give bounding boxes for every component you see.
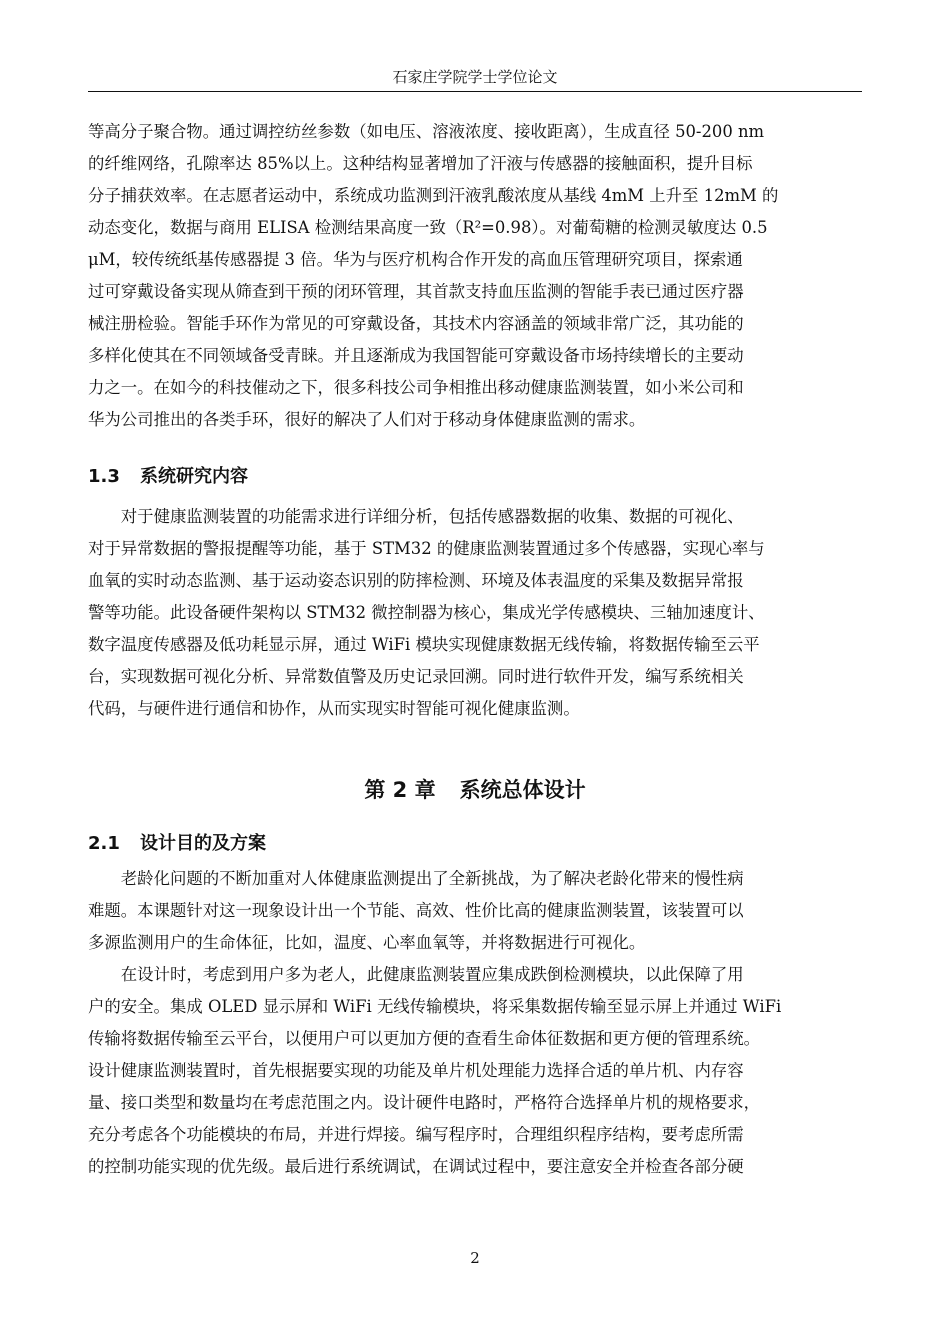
text-line: 过可穿戴设备实现从筛查到干预的闭环管理，其首款支持血压监测的智能手表已通过医疗器: [88, 282, 744, 301]
text-line: 动态变化，数据与商用 ELISA 检测结果高度一致（R²=0.98）。对葡萄糖的检测灵敏度达 0.5: [88, 218, 768, 237]
text-line: 多样化使其在不同领域备受青睐。并且逐渐成为我国智能可穿戴设备市场持续增长的主要动: [88, 346, 744, 365]
intro-paragraph: [88, 116, 862, 436]
section-heading-2-1: [88, 829, 862, 859]
text-line: 充分考虑各个功能模块的布局，并进行焊接。编写程序时，合理组织程序结构，要考虑所需: [88, 1125, 744, 1144]
running-header: 石家庄学院学士学位论文: [392, 68, 558, 86]
text-line: 代码，与硬件进行通信和协作，从而实现实时智能可视化健康监测。: [88, 699, 580, 718]
header-rule: [88, 91, 862, 92]
text-line: 难题。本课题针对这一现象设计出一个节能、高效、性价比高的健康监测装置，该装置可以: [88, 901, 744, 920]
text-line: μM，较传统纸基传感器提 3 倍。华为与医疗机构合作开发的高血压管理研究项目，探索通: [88, 250, 743, 269]
page-number: 2: [470, 1249, 480, 1267]
chapter-number: 第 2 章: [364, 778, 436, 802]
text-line: 多源监测用户的生命体征，比如，温度、心率血氧等，并将数据进行可视化。: [88, 933, 646, 952]
section-2-1-paragraph-1: [88, 863, 862, 959]
text-line: 量、接口类型和数量均在考虑范围之内。设计硬件电路时，严格符合选择单片机的规格要求，: [88, 1093, 761, 1112]
text-line: 在设计时，考虑到用户多为老人，此健康监测装置应集成跌倒检测模块，以此保障了用: [120, 965, 744, 984]
section-title: 系统研究内容: [140, 466, 248, 487]
text-line: 的控制功能实现的优先级。最后进行系统调试，在调试过程中，要注意安全并检查各部分硬: [88, 1157, 744, 1176]
section-number: 2.1: [88, 833, 120, 854]
chapter-name: 系统总体设计: [459, 778, 586, 802]
text-line: 力之一。在如今的科技催动之下，很多科技公司争相推出移动健康监测装置，如小米公司和: [88, 378, 744, 397]
section-2-1-paragraph-2: [88, 959, 862, 1183]
text-line: 警等功能。此设备硬件架构以 STM32 微控制器为核心，集成光学传感模块、三轴加速度计、: [88, 603, 765, 622]
chapter-title: [88, 773, 862, 807]
text-line: 械注册检验。智能手环作为常见的可穿戴设备，其技术内容涵盖的领域非常广泛，其功能的: [88, 314, 744, 333]
text-line: 户的安全。集成 OLED 显示屏和 WiFi 无线传输模块，将采集数据传输至显示屏上并通过 WiFi: [88, 997, 782, 1016]
page-content: [88, 116, 862, 1183]
section-title: 设计目的及方案: [140, 833, 266, 854]
text-line: 传输将数据传输至云平台，以便用户可以更加方便的查看生命体征数据和更方便的管理系统。: [88, 1029, 761, 1048]
section-1-3-paragraph: [88, 501, 862, 725]
text-line: 数字温度传感器及低功耗显示屏，通过 WiFi 模块实现健康数据无线传输，将数据传输至云平: [88, 635, 760, 654]
text-line: 分子捕获效率。在志愿者运动中，系统成功监测到汗液乳酸浓度从基线 4mM 上升至 12mM 的: [88, 186, 779, 205]
text-line: 对于健康监测装置的功能需求进行详细分析，包括传感器数据的收集、数据的可视化、: [120, 507, 744, 526]
text-line: 华为公司推出的各类手环，很好的解决了人们对于移动身体健康监测的需求。: [88, 410, 646, 429]
text-line: 对于异常数据的警报提醒等功能，基于 STM32 的健康监测装置通过多个传感器，实现心率与: [88, 539, 765, 558]
section-heading-1-3: [88, 462, 862, 492]
text-line: 血氧的实时动态监测、基于运动姿态识别的防摔检测、环境及体表温度的采集及数据异常报: [88, 571, 744, 590]
text-line: 老龄化问题的不断加重对人体健康监测提出了全新挑战，为了解决老龄化带来的慢性病: [120, 869, 744, 888]
text-line: 等高分子聚合物。通过调控纺丝参数（如电压、溶液浓度、接收距离），生成直径 50-200 nm: [88, 122, 765, 141]
text-line: 台，实现数据可视化分析、异常数值警及历史记录回溯。同时进行软件开发，编写系统相关: [88, 667, 744, 686]
section-number: 1.3: [88, 466, 120, 487]
text-line: 设计健康监测装置时，首先根据要实现的功能及单片机处理能力选择合适的单片机、内存容: [88, 1061, 744, 1080]
text-line: 的纤维网络，孔隙率达 85%以上。这种结构显著增加了汗液与传感器的接触面积，提升目标: [88, 154, 753, 173]
